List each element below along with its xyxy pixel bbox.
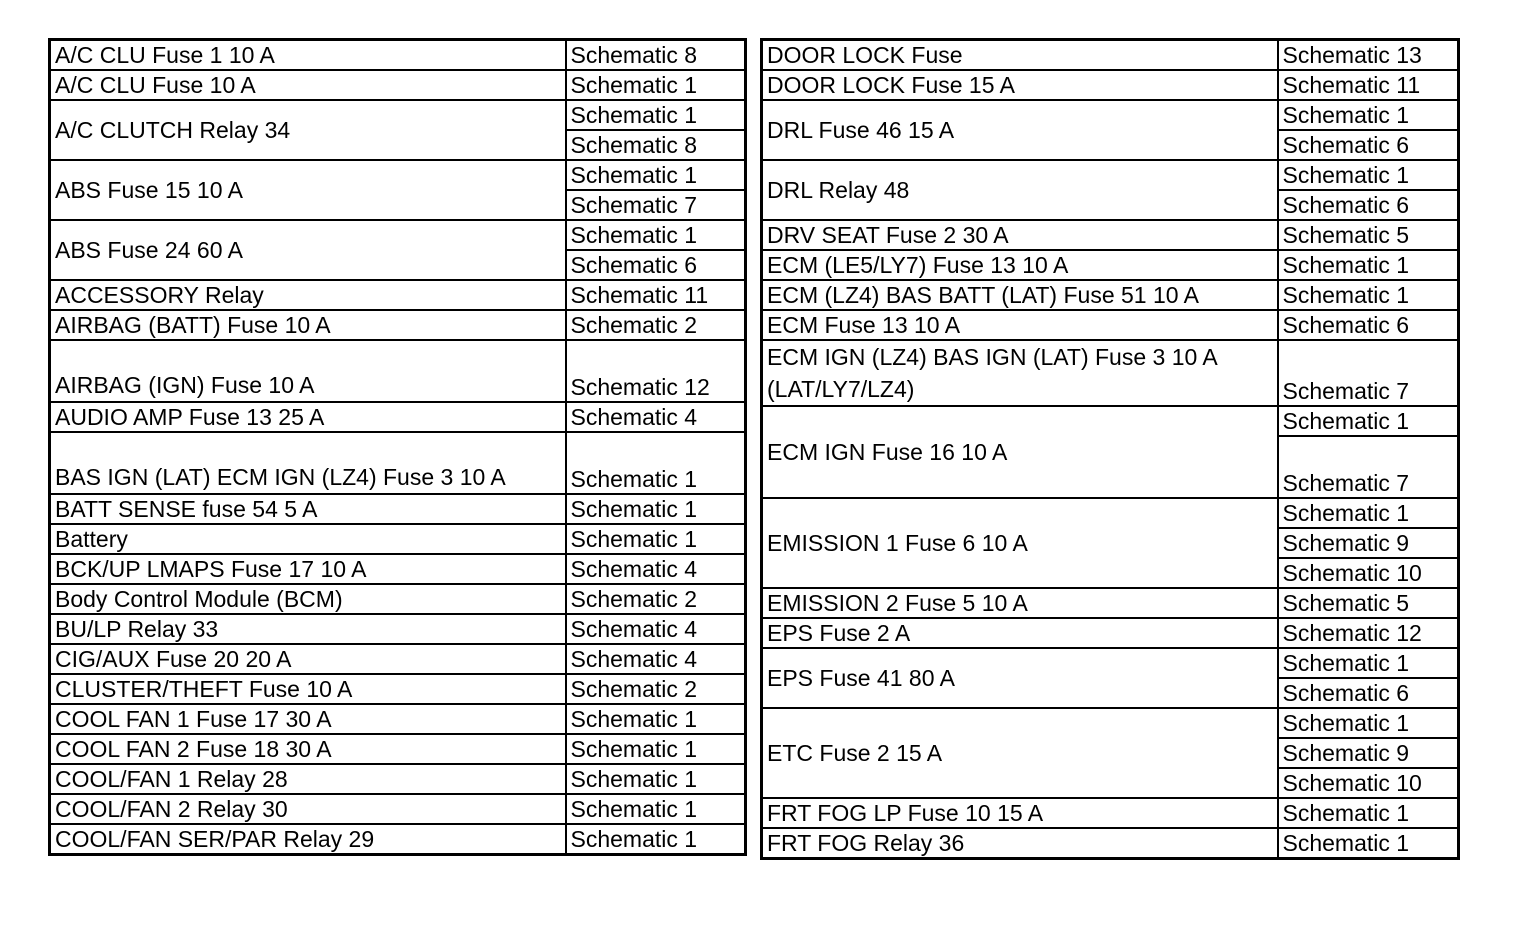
schematic-ref-cell: Schematic 1 [566, 220, 746, 250]
table-row [762, 340, 1459, 406]
table-row [762, 250, 1459, 280]
table-row [762, 160, 1459, 190]
table-row [50, 70, 746, 100]
schematic-ref-cell: Schematic 1 [1278, 648, 1459, 678]
schematic-ref-cell: Schematic 12 [566, 340, 746, 402]
table-row [762, 220, 1459, 250]
table-row [762, 280, 1459, 310]
component-name-cell: CLUSTER/THEFT Fuse 10 A [50, 674, 566, 704]
table-row [50, 644, 746, 674]
table-row [762, 70, 1459, 100]
schematic-ref-cell: Schematic 1 [566, 794, 746, 824]
table-row [50, 40, 746, 71]
component-index-table-right [760, 38, 1460, 860]
schematic-ref-cell: Schematic 1 [1278, 160, 1459, 190]
component-name-cell: CIG/AUX Fuse 20 20 A [50, 644, 566, 674]
schematic-ref-cell: Schematic 2 [566, 310, 746, 340]
table-row [50, 554, 746, 584]
component-name-cell: FRT FOG Relay 36 [762, 828, 1278, 859]
table-row [762, 100, 1459, 130]
schematic-ref-cell: Schematic 1 [566, 524, 746, 554]
schematic-ref-cell: Schematic 7 [1278, 436, 1459, 498]
schematic-ref-cell: Schematic 1 [1278, 498, 1459, 528]
schematic-ref-cell: Schematic 1 [1278, 406, 1459, 436]
component-name-cell: ETC Fuse 2 15 A [762, 708, 1278, 798]
table-row [50, 794, 746, 824]
component-name-cell: DOOR LOCK Fuse 15 A [762, 70, 1278, 100]
component-name-cell: COOL/FAN SER/PAR Relay 29 [50, 824, 566, 855]
table-row [762, 310, 1459, 340]
component-index-table-left [48, 38, 747, 856]
component-name-cell: EPS Fuse 41 80 A [762, 648, 1278, 708]
schematic-ref-cell: Schematic 1 [1278, 798, 1459, 828]
table-row [762, 828, 1459, 859]
schematic-ref-cell: Schematic 5 [1278, 220, 1459, 250]
component-name-cell: FRT FOG LP Fuse 10 15 A [762, 798, 1278, 828]
component-name-cell: A/C CLUTCH Relay 34 [50, 100, 566, 160]
table-row [50, 280, 746, 310]
schematic-ref-cell: Schematic 1 [566, 734, 746, 764]
schematic-ref-cell: Schematic 11 [1278, 70, 1459, 100]
table-row [50, 220, 746, 250]
schematic-ref-cell: Schematic 1 [566, 824, 746, 855]
schematic-ref-cell: Schematic 6 [1278, 310, 1459, 340]
schematic-ref-cell: Schematic 1 [566, 704, 746, 734]
table-row [50, 340, 746, 402]
schematic-ref-cell: Schematic 9 [1278, 528, 1459, 558]
schematic-ref-cell: Schematic 1 [566, 70, 746, 100]
table-row [50, 494, 746, 524]
component-name-cell: DRL Fuse 46 15 A [762, 100, 1278, 160]
table-row [50, 674, 746, 704]
schematic-ref-cell: Schematic 6 [566, 250, 746, 280]
component-name-cell: A/C CLU Fuse 10 A [50, 70, 566, 100]
component-name-cell: EMISSION 1 Fuse 6 10 A [762, 498, 1278, 588]
table-row [762, 798, 1459, 828]
component-name-cell: COOL/FAN 1 Relay 28 [50, 764, 566, 794]
component-name-cell: COOL/FAN 2 Relay 30 [50, 794, 566, 824]
table-row [50, 614, 746, 644]
component-name-cell: ECM (LE5/LY7) Fuse 13 10 A [762, 250, 1278, 280]
schematic-ref-cell: Schematic 4 [566, 614, 746, 644]
schematic-ref-cell: Schematic 6 [1278, 678, 1459, 708]
schematic-ref-cell: Schematic 11 [566, 280, 746, 310]
component-name-cell: ECM IGN Fuse 16 10 A [762, 406, 1278, 498]
component-name-cell: DRL Relay 48 [762, 160, 1278, 220]
table-row [50, 584, 746, 614]
schematic-ref-cell: Schematic 2 [566, 674, 746, 704]
component-name-cell: ABS Fuse 24 60 A [50, 220, 566, 280]
component-name-cell: ECM Fuse 13 10 A [762, 310, 1278, 340]
table-row [762, 588, 1459, 618]
table-row [50, 310, 746, 340]
schematic-ref-cell: Schematic 2 [566, 584, 746, 614]
schematic-ref-cell: Schematic 6 [1278, 190, 1459, 220]
component-name-cell: AIRBAG (IGN) Fuse 10 A [50, 340, 566, 402]
schematic-ref-cell: Schematic 9 [1278, 738, 1459, 768]
schematic-ref-cell: Schematic 1 [566, 432, 746, 494]
schematic-ref-cell: Schematic 12 [1278, 618, 1459, 648]
schematic-ref-cell: Schematic 1 [566, 160, 746, 190]
component-name-cell: EPS Fuse 2 A [762, 618, 1278, 648]
table-row [762, 40, 1459, 71]
table-row [50, 524, 746, 554]
table-row [762, 618, 1459, 648]
schematic-ref-cell: Schematic 1 [566, 100, 746, 130]
schematic-ref-cell: Schematic 1 [1278, 100, 1459, 130]
component-name-cell: ECM (LZ4) BAS BATT (LAT) Fuse 51 10 A [762, 280, 1278, 310]
component-name-cell: DRV SEAT Fuse 2 30 A [762, 220, 1278, 250]
schematic-ref-cell: Schematic 1 [1278, 708, 1459, 738]
table-row [762, 498, 1459, 528]
table-row [50, 100, 746, 130]
component-name-cell: Battery [50, 524, 566, 554]
schematic-ref-cell: Schematic 10 [1278, 768, 1459, 798]
schematic-ref-cell: Schematic 1 [1278, 828, 1459, 859]
table-row [50, 432, 746, 494]
table-row [50, 734, 746, 764]
component-name-cell: COOL FAN 1 Fuse 17 30 A [50, 704, 566, 734]
schematic-ref-cell: Schematic 6 [1278, 130, 1459, 160]
schematic-ref-cell: Schematic 4 [566, 554, 746, 584]
right-table-body [762, 40, 1459, 859]
schematic-ref-cell: Schematic 1 [566, 494, 746, 524]
component-name-cell: DOOR LOCK Fuse [762, 40, 1278, 71]
component-name-cell: ACCESSORY Relay [50, 280, 566, 310]
schematic-ref-cell: Schematic 13 [1278, 40, 1459, 71]
component-name-cell: AUDIO AMP Fuse 13 25 A [50, 402, 566, 432]
table-row [762, 406, 1459, 436]
component-name-cell: COOL FAN 2 Fuse 18 30 A [50, 734, 566, 764]
component-name-cell: A/C CLU Fuse 1 10 A [50, 40, 566, 71]
table-row [50, 160, 746, 190]
component-name-cell: BAS IGN (LAT) ECM IGN (LZ4) Fuse 3 10 A [50, 432, 566, 494]
table-row [50, 704, 746, 734]
component-name-cell: BCK/UP LMAPS Fuse 17 10 A [50, 554, 566, 584]
left-table-body [50, 40, 746, 855]
table-row [50, 402, 746, 432]
schematic-ref-cell: Schematic 7 [1278, 340, 1459, 406]
component-name-cell: ECM IGN (LZ4) BAS IGN (LAT) Fuse 3 10 A (LAT/LY7/LZ4) [762, 340, 1278, 406]
schematic-ref-cell: Schematic 1 [566, 764, 746, 794]
table-row [50, 764, 746, 794]
schematic-ref-cell: Schematic 8 [566, 40, 746, 71]
schematic-ref-cell: Schematic 1 [1278, 250, 1459, 280]
component-name-cell: EMISSION 2 Fuse 5 10 A [762, 588, 1278, 618]
schematic-ref-cell: Schematic 5 [1278, 588, 1459, 618]
schematic-ref-cell: Schematic 7 [566, 190, 746, 220]
component-name-cell: BU/LP Relay 33 [50, 614, 566, 644]
table-row [50, 824, 746, 855]
table-row [762, 648, 1459, 678]
schematic-ref-cell: Schematic 10 [1278, 558, 1459, 588]
schematic-ref-cell: Schematic 4 [566, 402, 746, 432]
schematic-ref-cell: Schematic 4 [566, 644, 746, 674]
component-name-cell: BATT SENSE fuse 54 5 A [50, 494, 566, 524]
schematic-ref-cell: Schematic 1 [1278, 280, 1459, 310]
table-row [762, 708, 1459, 738]
component-name-cell: AIRBAG (BATT) Fuse 10 A [50, 310, 566, 340]
component-name-cell: ABS Fuse 15 10 A [50, 160, 566, 220]
component-name-cell: Body Control Module (BCM) [50, 584, 566, 614]
schematic-ref-cell: Schematic 8 [566, 130, 746, 160]
